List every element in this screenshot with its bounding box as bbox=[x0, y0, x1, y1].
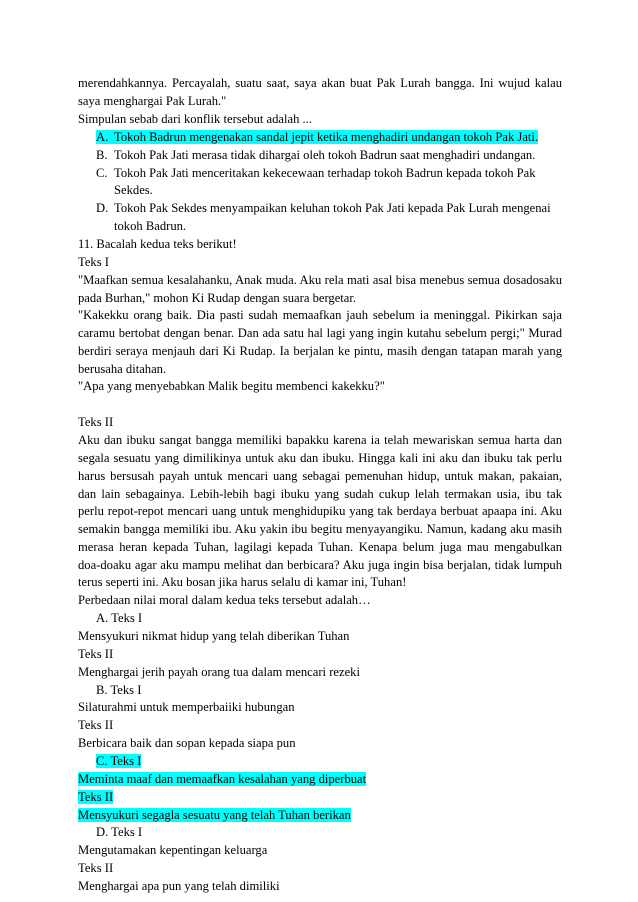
option-text: Tokoh Pak Jati merasa tidak dihargai oleh tokoh Badrun saat menghadiri undangan. bbox=[114, 148, 536, 162]
text-title: Teks I bbox=[78, 255, 109, 269]
option-text: Menghargai apa pun yang telah dimiliki bbox=[78, 879, 280, 893]
text-title: Teks II bbox=[78, 415, 114, 429]
answer-option-d: D. Tokoh Pak Sekdes menyampaikan keluhan tokoh Pak Jati kepada Pak Lurah mengenai bbox=[96, 201, 551, 215]
body-line: "Apa yang menyebabkan Malik begitu membenci kakekku?" bbox=[78, 379, 385, 393]
body-line: semakin bangga memiliki ibu. Aku yakin ibu begitu menyayangiku. Namun, kadang aku masih bbox=[78, 522, 562, 536]
question-prompt: Simpulan sebab dari konflik tersebut adalah ... bbox=[78, 112, 312, 126]
body-line: merendahkannya. Percayalah, suatu saat, saya akan buat Pak Lurah bangga. Ini wujud kalau bbox=[78, 76, 562, 90]
option-text: Silaturahmi untuk memperbaiiki hubungan bbox=[78, 700, 295, 714]
body-line: berdiri seraya menjauh dari Ki Rudap. Ia berjalan ke pintu, masih dengan tatapan marah yang bbox=[78, 344, 562, 358]
body-line: "Kakekku orang baik. Dia pasti sudah memaafkan jauh sebelum ia meninggal. Pikirkan saja bbox=[78, 308, 562, 322]
question-stem: 11. Bacalah kedua teks berikut! bbox=[78, 237, 237, 251]
option-text: Tokoh Badrun mengenakan sandal jepit ketika menghadiri undangan tokoh Pak Jati. bbox=[114, 130, 539, 144]
option-text: Tokoh Pak Sekdes menyampaikan keluhan tokoh Pak Jati kepada Pak Lurah mengenai bbox=[114, 201, 551, 215]
body-line: terus seperti ini. Aku bosan jika harus selalu di kamar ini, Tuhan! bbox=[78, 575, 407, 589]
body-line: saya menghargai Pak Lurah." bbox=[78, 94, 227, 108]
body-line: caramu bertobat dengan benar. Dan ada satu hal lagi yang ingin kutahu sebelum pergi;" Murad bbox=[78, 326, 562, 340]
option-text: Menghargai jerih payah orang tua dalam mencari rezeki bbox=[78, 665, 360, 679]
body-line: harus bersusah payah untuk mencari uang sebagai pemenuhan hidup, untuk makan, pakaian, bbox=[78, 469, 562, 483]
option-text: Berbicara baik dan sopan kepada siapa pun bbox=[78, 736, 296, 750]
option-text: Mengutamakan kepentingan keluarga bbox=[78, 843, 268, 857]
body-line: dan lain sebagainya. Lebih-lebih bagi ibuku yang sudah cukup lelah termakan usia, ibu tak bbox=[78, 487, 562, 501]
option-text: Mensyukuri segagla sesuatu yang telah Tuhan berikan bbox=[78, 808, 351, 822]
text-title: Teks II bbox=[78, 790, 114, 804]
body-line: doa-doaku agar aku mampu melihat dan berbicara? Aku juga ingin bisa berjalan, tidak lumpuh bbox=[78, 558, 562, 572]
answer-option-b: B. Tokoh Pak Jati merasa tidak dihargai oleh tokoh Badrun saat menghadiri undangan. bbox=[96, 148, 536, 162]
option-text: Meminta maaf dan memaafkan kesalahan yang diperbuat bbox=[78, 772, 367, 786]
option-text-continued: tokoh Badrun. bbox=[114, 219, 187, 233]
body-line: pada Burhan," mohon Ki Rudap dengan suara bergetar. bbox=[78, 291, 357, 305]
answer-option-a: A. Teks I bbox=[96, 611, 143, 625]
question-prompt: Perbedaan nilai moral dalam kedua teks tersebut adalah… bbox=[78, 593, 371, 607]
text-title: Teks II bbox=[78, 861, 114, 875]
answer-option-c: C. Tokoh Pak Jati menceritakan kekecewaan terhadap tokoh Badrun kepada tokoh Pak bbox=[96, 166, 536, 180]
answer-option-b: B. Teks I bbox=[96, 683, 142, 697]
body-line: Aku dan ibuku sangat bangga memiliki bapakku karena ia telah mewariskan semua harta dan bbox=[78, 433, 562, 447]
body-line: segala sesuatu yang dimilikinya untuk aku dan ibuku. Hingga kali ini aku dan ibuku tak perlu bbox=[78, 451, 562, 465]
option-text: Tokoh Pak Jati menceritakan kekecewaan terhadap tokoh Badrun kepada tokoh Pak bbox=[114, 166, 536, 180]
text-title: Teks II bbox=[78, 647, 114, 661]
body-line: perlu repot-repot mencari uang untuk menghidupiku yang tak berdaya berbuat apaapa ini. Aku bbox=[78, 504, 562, 518]
body-line: merasa heran kepada Tuhan, lagilagi kepada Tuhan. Kenapa belum juga mau mengabulkan bbox=[78, 540, 562, 554]
option-text: Mensyukuri nikmat hidup yang telah diberikan Tuhan bbox=[78, 629, 350, 643]
option-text-continued: Sekdes. bbox=[114, 183, 153, 197]
answer-option-c: C. Teks I bbox=[96, 754, 142, 768]
answer-option-a: A. Tokoh Badrun mengenakan sandal jepit ketika menghadiri undangan tokoh Pak Jati. bbox=[96, 130, 539, 144]
body-line: berusaha ditahan. bbox=[78, 362, 167, 376]
answer-option-d: D. Teks I bbox=[96, 825, 143, 839]
text-title: Teks II bbox=[78, 718, 114, 732]
body-line: "Maafkan semua kesalahanku, Anak muda. Aku rela mati asal bisa menebus semua dosadosaku bbox=[78, 273, 562, 287]
